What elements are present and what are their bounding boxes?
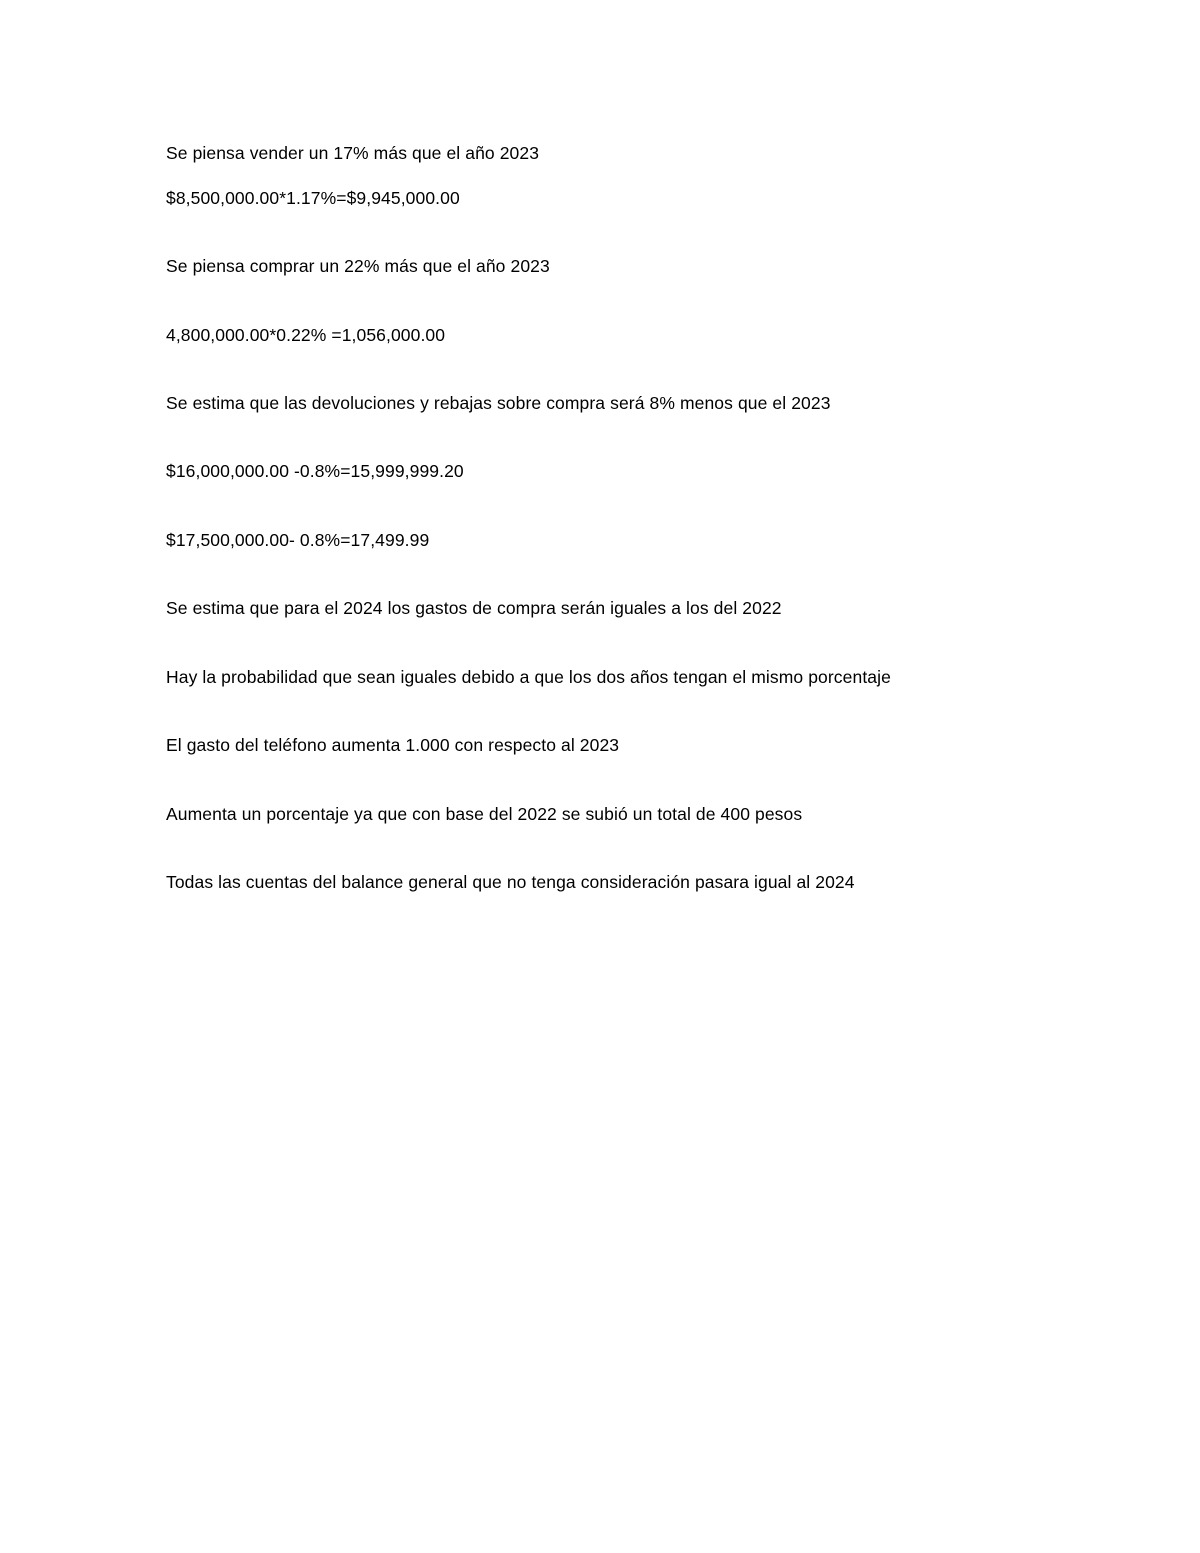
- text-line-returns-estimate: Se estima que las devoluciones y rebajas sobre compra será 8% menos que el 2023: [166, 393, 831, 413]
- text-line-purchase-projection: Se piensa comprar un 22% más que el año 2023: [166, 256, 550, 276]
- text-line-balance-accounts: Todas las cuentas del balance general que no tenga consideración pasara igual al 2024: [166, 872, 855, 892]
- text-line-purchase-calculation: 4,800,000.00*0.22% =1,056,000.00: [166, 325, 446, 345]
- text-line-returns-calculation-1: $16,000,000.00 -0.8%=15,999,999.20: [166, 461, 464, 481]
- text-line-percentage-increase: Aumenta un porcentaje ya que con base del 2022 se subió un total de 400 pesos: [166, 804, 803, 824]
- text-line-probability-note: Hay la probabilidad que sean iguales debido a que los dos años tengan el mismo porcentaje: [166, 667, 891, 687]
- text-line-sales-projection: Se piensa vender un 17% más que el año 2023: [166, 143, 540, 163]
- text-line-purchase-expenses: Se estima que para el 2024 los gastos de compra serán iguales a los del 2022: [166, 598, 782, 618]
- text-line-returns-calculation-2: $17,500,000.00- 0.8%=17,499.99: [166, 530, 430, 550]
- text-line-phone-expense: El gasto del teléfono aumenta 1.000 con respecto al 2023: [166, 735, 620, 755]
- text-line-sales-calculation: $8,500,000.00*1.17%=$9,945,000.00: [166, 188, 460, 208]
